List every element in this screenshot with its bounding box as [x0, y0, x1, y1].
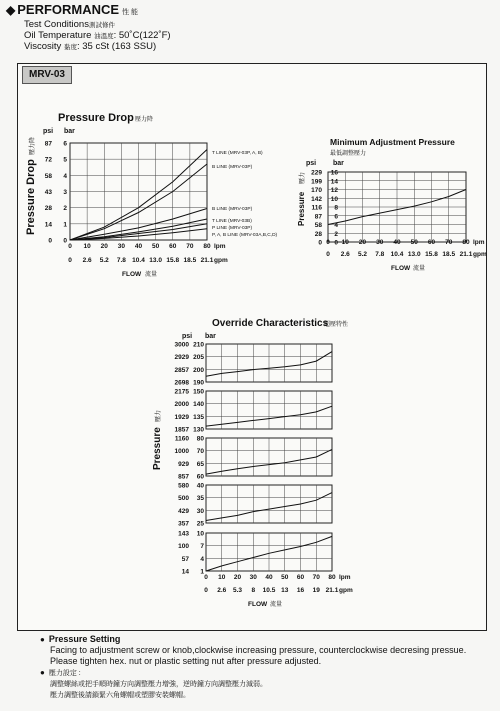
viscosity: Viscosity 黏度: 35 cSt (163 SSU) [24, 41, 157, 52]
pd-x-gpm-tick: 2.6 [82, 257, 92, 264]
pd-x-lpm-tick: 80 [203, 243, 211, 250]
ov-panel-5-y-bar-tick: 7 [200, 543, 204, 551]
ma-x-gpm-tick: 13.0 [407, 251, 421, 258]
ov-x-lpm-tick: 10 [218, 574, 226, 581]
pd-x-gpm-unit: gpm [214, 257, 228, 264]
pd-series-label: P LINE (MRV-03P) [212, 226, 253, 231]
ov-panel-5-y-bar-tick: 10 [196, 530, 204, 538]
pd-x-gpm-tick: 10.4 [132, 257, 145, 264]
ov-panel-3-y-psi-tick: 929 [178, 460, 189, 468]
ma-y-psi-tick: 28 [314, 230, 322, 238]
pd-x-lpm-tick: 40 [134, 243, 143, 250]
ov-x-gpm-tick: 8 [251, 587, 256, 594]
ov-panel-2-y-psi-tick: 2175 [174, 388, 189, 396]
ma-x-lpm-unit: lpm [473, 239, 485, 246]
pd-series-label: P, A, B LINE (MRV-03A,B,C,D) [212, 233, 278, 238]
ov-y-unit-psi: psi [182, 333, 193, 340]
ov-panel-1-y-bar-tick: 205 [193, 354, 204, 362]
pd-x-lpm-tick: 70 [186, 243, 194, 250]
ma-x-lpm-tick: 60 [427, 239, 436, 246]
ov-x-gpm-tick: 5.3 [232, 587, 243, 594]
ma-x-lpm-tick: 40 [393, 239, 401, 246]
ov-panel-3-y-bar-tick: 65 [196, 460, 204, 468]
ma-y-psi-tick: 87 [314, 213, 322, 221]
ov-x-lpm-tick: 30 [249, 574, 257, 581]
note-heading: ● Pressure Setting [40, 634, 121, 644]
pd-x-gpm-tick: 5.2 [99, 257, 109, 264]
ov-x-gpm-tick: 10.5 [262, 587, 276, 594]
ma-y-unit-psi: psi [306, 160, 317, 167]
pd-x-lpm-tick: 0 [68, 243, 72, 250]
ma-x-lpm-tick: 80 [462, 239, 470, 246]
ov-panel-1-y-psi-tick: 2929 [174, 354, 189, 362]
pd-x-lpm-tick: 60 [169, 243, 177, 250]
ov-x-lpm-tick: 50 [281, 574, 289, 581]
pd-x-lpm-unit: lpm [214, 243, 226, 250]
pd-x-label: FLOW [122, 271, 142, 278]
ov-y-unit-bar: bar [205, 333, 216, 340]
ma-x-lpm-tick: 70 [445, 239, 453, 246]
ma-y-bar-tick: 14 [330, 178, 338, 186]
ov-panel-3-y-bar-tick: 70 [196, 448, 204, 456]
ov-title-cn: 超壓特性 [324, 322, 349, 328]
ov-panel-2-y-bar-tick: 150 [193, 388, 204, 396]
pressure-setting-notes [40, 634, 466, 701]
ma-x-lpm-tick: 10 [341, 239, 349, 246]
pd-y-bar-tick: 4 [63, 172, 67, 180]
pd-y-bar-tick: 3 [63, 189, 67, 196]
ma-y-bar-tick: 16 [330, 169, 338, 177]
ov-x-gpm-tick: 2.6 [217, 587, 227, 594]
pd-y-psi-tick: 87 [44, 140, 52, 148]
ov-panel-2-y-psi-tick: 1857 [174, 426, 189, 434]
ov-x-lpm-unit: lpm [339, 574, 351, 581]
ma-x-gpm-tick: 5.2 [357, 251, 368, 258]
ov-y-label-cn: 壓力 [156, 409, 162, 422]
ov-panel-5-y-psi-tick: 14 [181, 568, 189, 576]
ov-panel-4-y-bar-tick: 25 [196, 520, 204, 528]
pd-y-psi-tick: 43 [44, 189, 52, 196]
section-title: ◆ PERFORMANCE 性 能 [6, 2, 139, 17]
ma-y-label: Pressure [297, 191, 306, 226]
pd-y-bar-tick: 6 [63, 140, 67, 148]
pd-series-label: T LINE (MRV-03P, A, B) [212, 151, 263, 156]
pd-series-label: B LINE (MRV-03P) [212, 165, 253, 170]
ma-y-bar-tick: 0 [334, 239, 338, 247]
pd-x-gpm-tick: 0 [68, 257, 72, 264]
ma-x-gpm-tick: 2.6 [340, 251, 350, 258]
ma-x-gpm-tick: 7.8 [375, 251, 385, 258]
ma-x-gpm-tick: 15.8 [425, 251, 438, 258]
pd-y-psi-tick: 28 [44, 205, 52, 213]
pd-x-lpm-tick: 20 [100, 243, 108, 250]
diamond-icon: ◆ [6, 3, 16, 17]
ma-y-bar-tick: 2 [334, 230, 338, 238]
ov-x-gpm-tick: 19 [312, 587, 320, 594]
ov-x-lpm-tick: 80 [328, 574, 336, 581]
model-badge: MRV-03 [22, 66, 72, 84]
ma-y-psi-tick: 170 [311, 187, 322, 194]
pd-y-label-cn: 壓力降 [30, 136, 36, 155]
ov-x-label-cn: 流量 [270, 602, 283, 608]
ov-panel-4-y-psi-tick: 357 [178, 520, 189, 528]
ov-panel-4-y-bar-tick: 40 [196, 482, 204, 490]
pd-y-bar-tick: 1 [63, 221, 67, 229]
ov-x-gpm-tick: 21.1 [325, 587, 339, 594]
ov-panel-1-y-psi-tick: 3000 [174, 341, 189, 349]
ma-y-psi-tick: 199 [311, 178, 322, 186]
ma-x-gpm-tick: 0 [326, 251, 330, 258]
ov-x-lpm-tick: 60 [296, 574, 305, 581]
oil-temperature: Oil Temperature 油溫度: 50˚C(122˚F) [24, 30, 171, 41]
ov-x-label: FLOW [248, 601, 268, 608]
ov-panel-3-y-psi-tick: 857 [178, 473, 189, 481]
pd-y-psi-tick: 72 [44, 156, 52, 164]
note-cn-line-2: 壓力調整後請鎖緊六角螺帽或塑膠安裝螺帽。 [50, 692, 190, 699]
ma-y-psi-tick: 142 [311, 195, 322, 203]
ov-panel-3-y-bar-tick: 60 [196, 473, 204, 481]
ov-x-lpm-tick: 20 [233, 574, 242, 581]
pd-y-label: Pressure Drop [25, 159, 37, 235]
pd-y-psi-tick: 0 [48, 237, 52, 245]
bullet-icon: ● [40, 668, 45, 677]
ma-y-bar-tick: 12 [330, 187, 338, 194]
pd-title-cn: 壓力降 [135, 117, 154, 123]
pd-series-label: B LINE (MRV-03P) [212, 207, 253, 212]
ma-y-psi-tick: 0 [318, 239, 322, 247]
ov-panel-2-y-psi-tick: 2000 [174, 401, 189, 409]
ov-panel-4-y-psi-tick: 500 [178, 495, 189, 503]
ov-panel-4-y-bar-tick: 35 [196, 495, 204, 503]
ov-x-gpm-unit: gpm [339, 587, 353, 594]
ma-y-psi-tick: 116 [311, 204, 322, 212]
ma-y-bar-tick: 6 [334, 213, 338, 221]
ma-x-gpm-tick: 18.5 [442, 251, 456, 258]
pd-x-gpm-tick: 15.8 [166, 257, 180, 264]
pd-x-gpm-tick: 7.8 [116, 257, 126, 264]
ov-x-gpm-tick: 0 [204, 587, 208, 594]
ma-y-label-cn: 壓力 [300, 171, 306, 184]
ma-y-bar-tick: 4 [334, 222, 338, 229]
pd-y-bar-tick: 2 [63, 205, 67, 213]
ov-x-lpm-tick: 0 [204, 574, 208, 581]
ov-panel-3-y-psi-tick: 1160 [174, 435, 189, 443]
pd-x-gpm-tick: 21.1 [200, 257, 214, 264]
note-line-2: Please tighten hex. nut or plastic setting nut after pressure adjusted. [50, 656, 322, 666]
note-cn-line-1: 調整螺絲或把手順時鐘方向調整壓力增強，逆時鐘方向調整壓力減弱。 [50, 681, 267, 688]
ov-title: Override Characteristics [212, 318, 329, 329]
ov-panel-2-y-bar-tick: 140 [193, 401, 204, 409]
pd-x-lpm-tick: 50 [152, 243, 160, 250]
bullet-icon: ● [40, 635, 45, 644]
pd-y-psi-tick: 58 [44, 172, 52, 180]
ma-y-psi-tick: 58 [314, 222, 322, 229]
ov-panel-5-y-psi-tick: 57 [181, 555, 189, 563]
pd-title: Pressure Drop [58, 112, 134, 124]
ma-x-gpm-tick: 10.4 [390, 251, 404, 258]
ov-panel-3-y-bar-tick: 80 [196, 435, 204, 443]
ov-panel-1-y-psi-tick: 2857 [174, 366, 189, 374]
ma-y-bar-tick: 8 [334, 204, 338, 212]
ov-x-lpm-tick: 40 [265, 574, 273, 581]
pd-series-label: T LINE (MRV-03B) [212, 219, 252, 224]
ov-panel-4-y-psi-tick: 429 [178, 507, 189, 515]
pd-x-label-cn: 流量 [145, 272, 158, 278]
ma-x-lpm-tick: 50 [410, 239, 418, 246]
ov-panel-4-y-psi-tick: 580 [178, 482, 189, 490]
ma-y-unit-bar: bar [333, 160, 344, 167]
ov-panel-1-y-bar-tick: 200 [193, 366, 204, 374]
ov-panel-2-y-bar-tick: 135 [193, 413, 204, 421]
ma-x-lpm-tick: 30 [376, 239, 384, 246]
ov-panel-1-y-psi-tick: 2698 [174, 379, 189, 387]
ma-x-gpm-tick: 21.1 [459, 251, 473, 258]
ov-panel-2-y-bar-tick: 130 [193, 426, 204, 434]
ma-x-lpm-tick: 20 [358, 239, 367, 246]
ov-x-gpm-tick: 16 [296, 587, 305, 594]
pd-y-bar-tick: 0 [63, 237, 67, 245]
ov-panel-4-y-bar-tick: 30 [196, 507, 204, 515]
ov-panel-5-y-psi-tick: 100 [178, 543, 189, 551]
pd-x-lpm-tick: 10 [83, 243, 91, 250]
ma-y-bar-tick: 10 [330, 195, 338, 203]
note-heading-cn: ● 壓力設定 : [40, 668, 81, 677]
ov-panel-5-y-psi-tick: 143 [178, 530, 189, 538]
ov-panel-3-y-psi-tick: 1000 [174, 448, 189, 456]
ov-panel-2-y-psi-tick: 1929 [174, 413, 189, 421]
pd-y-psi-tick: 14 [44, 221, 52, 229]
pd-y-unit-psi: psi [43, 128, 54, 135]
ov-panel-1-y-bar-tick: 210 [193, 341, 204, 349]
pd-y-unit-bar: bar [64, 128, 75, 135]
pd-y-bar-tick: 5 [63, 156, 67, 164]
ma-x-label: FLOW [391, 265, 411, 272]
pd-x-gpm-tick: 13.0 [149, 257, 162, 264]
note-line-1: Facing to adjustment screw or knob,clockwise increasing pressure, counterclockwise decresing pressue. [50, 645, 467, 655]
ma-x-lpm-tick: 0 [326, 239, 330, 246]
ov-x-lpm-tick: 70 [312, 574, 320, 581]
ov-panel-1-y-bar-tick: 190 [193, 379, 204, 387]
pd-x-gpm-tick: 18.5 [183, 257, 197, 264]
ma-x-gpm-unit: gpm [473, 251, 487, 258]
ma-title-cn: 最低調整壓力 [330, 151, 367, 157]
ov-panel-5-y-bar-tick: 4 [200, 555, 204, 563]
pd-x-lpm-tick: 30 [117, 243, 125, 250]
ov-panel-5-y-bar-tick: 1 [200, 568, 204, 576]
ov-x-gpm-tick: 13 [281, 587, 289, 594]
ma-title: Minimum Adjustment Pressure [330, 137, 455, 147]
test-conditions: Test Conditions測試條件 [24, 19, 115, 30]
ma-y-psi-tick: 229 [311, 169, 322, 177]
ma-x-label-cn: 流量 [413, 266, 426, 272]
ov-y-label: Pressure [152, 427, 163, 470]
